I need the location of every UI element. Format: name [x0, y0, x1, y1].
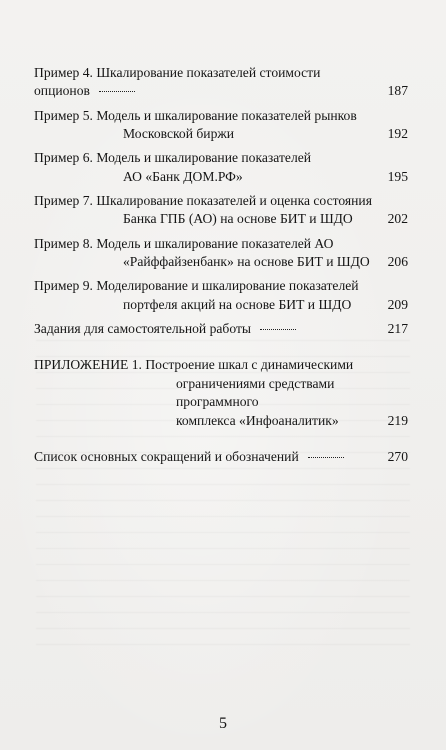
toc-entry-text — [34, 235, 372, 272]
toc-entry-title-line-1: Построение шкал с динамическими — [145, 357, 354, 373]
toc-entry-title-line-1: Задания для самостоятельной работы — [34, 321, 252, 337]
toc-entry-page: 219 — [387, 412, 408, 428]
toc-entry-text — [34, 320, 372, 338]
toc-entry-title-line-1: Модель и шкалирование показателей — [96, 150, 312, 166]
toc-entry-assignments — [34, 320, 408, 338]
toc-entry-page: 206 — [387, 254, 408, 270]
toc-entry-title-line-1: Модель и шкалирование показателей АО — [96, 235, 334, 251]
toc-entry-example-6 — [34, 149, 408, 186]
toc-entry-example-5 — [34, 107, 408, 144]
toc-entry-appendix-1 — [34, 356, 408, 429]
table-of-contents — [34, 64, 408, 466]
toc-entry-prefix: Пример 5. — [34, 107, 93, 123]
toc-entry-example-9 — [34, 277, 408, 314]
toc-entry-example-4 — [34, 64, 408, 101]
toc-entry-prefix: Пример 6. — [34, 150, 93, 166]
leader-dots — [260, 329, 296, 330]
toc-entry-title-line-2: ограничениями средствами программного — [176, 375, 335, 410]
toc-entry-page: 202 — [387, 211, 408, 227]
toc-entry-title-line-1: Шкалирование показателей стоимости опционов — [34, 65, 321, 99]
toc-entry-title-line-3: комплекса «Инфоаналитик» — [176, 412, 339, 428]
toc-entry-page: 217 — [387, 321, 408, 337]
toc-entry-text — [34, 277, 372, 314]
toc-entry-page: 195 — [387, 168, 408, 184]
toc-entry-title-line-1: Моделирование и шкалирование показателей — [96, 278, 359, 294]
toc-entry-text — [34, 448, 372, 466]
toc-entry-abbreviations — [34, 448, 408, 466]
toc-entry-title-line-2: портфеля акций на основе БИТ и ШДО — [123, 296, 352, 312]
toc-entry-text — [34, 107, 372, 144]
toc-entry-example-8 — [34, 235, 408, 272]
toc-entry-prefix: Пример 7. — [34, 193, 93, 209]
page-number: 5 — [219, 715, 227, 732]
toc-entry-example-7 — [34, 192, 408, 229]
toc-entry-text — [34, 356, 372, 429]
toc-entry-page: 187 — [387, 83, 408, 99]
toc-entry-prefix: Пример 9. — [34, 278, 93, 294]
leader-dots — [99, 91, 135, 92]
toc-entry-prefix: Пример 4. — [34, 65, 93, 80]
toc-entry-prefix: ПРИЛОЖЕНИЕ 1. — [34, 357, 142, 373]
toc-entry-title-line-1: Шкалирование показателей и оценка состояния — [96, 193, 372, 209]
toc-entry-title-line-2: «Райффайзенбанк» на основе БИТ и ШДО — [123, 254, 370, 270]
toc-entry-page: 192 — [387, 126, 408, 142]
toc-entry-title-line-2: Московской биржи — [123, 126, 235, 142]
toc-entry-text — [34, 192, 372, 229]
toc-entry-title-line-2: АО «Банк ДОМ.РФ» — [123, 168, 243, 184]
toc-entry-text — [34, 64, 372, 101]
toc-entry-page: 270 — [387, 448, 408, 464]
toc-entry-title-line-2: Банка ГПБ (АО) на основе БИТ и ШДО — [123, 211, 353, 227]
toc-entry-prefix: Пример 8. — [34, 235, 93, 251]
toc-entry-title-line-1: Модель и шкалирование показателей рынков — [96, 107, 357, 123]
toc-entry-title-line-1: Список основных сокращений и обозначений — [34, 448, 299, 464]
toc-entry-text — [34, 149, 372, 186]
leader-dots — [308, 457, 344, 458]
toc-entry-page: 209 — [387, 296, 408, 312]
